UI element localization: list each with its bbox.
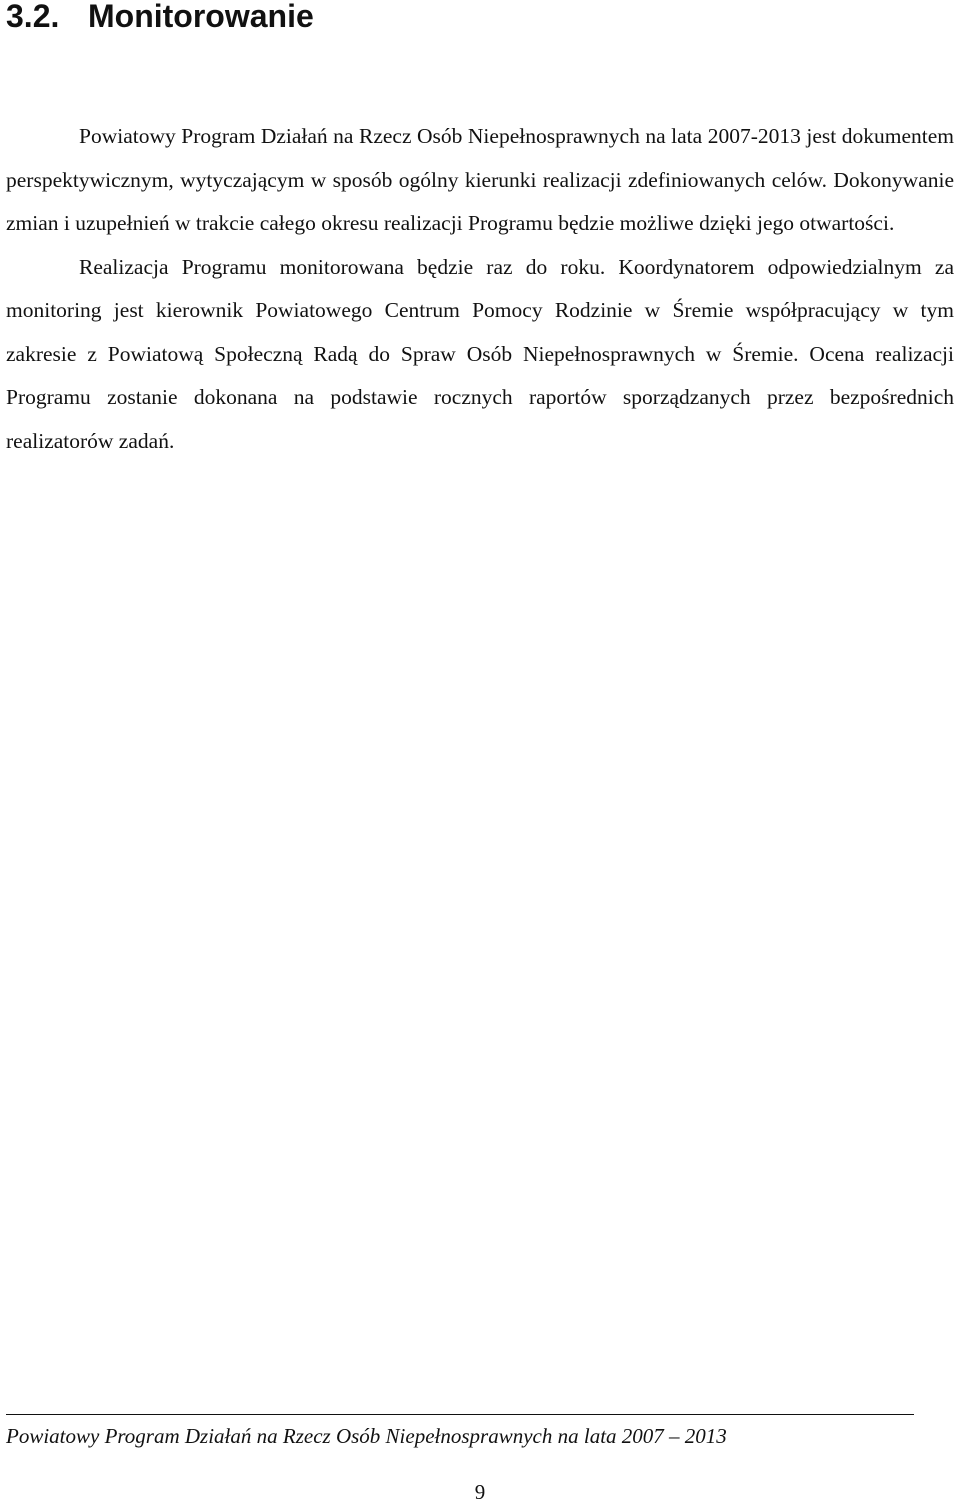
section-number: 3.2. xyxy=(6,0,60,34)
page-number: 9 xyxy=(474,1480,486,1504)
section-title: Monitorowanie xyxy=(88,0,314,34)
section-heading xyxy=(6,0,314,38)
body-text xyxy=(6,115,954,463)
footer-divider xyxy=(6,1414,914,1415)
footer-text: Powiatowy Program Działań na Rzecz Osób Niepełnosprawnych na lata 2007 – 2013 xyxy=(6,1424,727,1448)
paragraph-program-description: Powiatowy Program Działań na Rzecz Osób Niepełnosprawnych na lata 2007-2013 jest dokumentem perspektywicznym, wytyczającym w sposób ogólny kierunki realizacji zdefiniowanych celów. Dokonywanie zmian i uzupełnień w trakcie całego okresu realizacji Programu będzie możliwe dzięki jego otwartości. xyxy=(6,124,954,235)
paragraph-monitoring: Realizacja Programu monitorowana będzie raz do roku. Koordynatorem odpowiedzialnym za monitoring jest kierownik Powiatowego Centrum Pomocy Rodzinie w Śremie współpracujący w tym zakresie z Powiatową Społeczną Radą do Spraw Osób Niepełnosprawnych w Śremie. Ocena realizacji Programu zostanie dokonana na podstawie rocznych raportów sporządzanych przez bezpośrednich realizatorów zadań. xyxy=(6,254,954,453)
